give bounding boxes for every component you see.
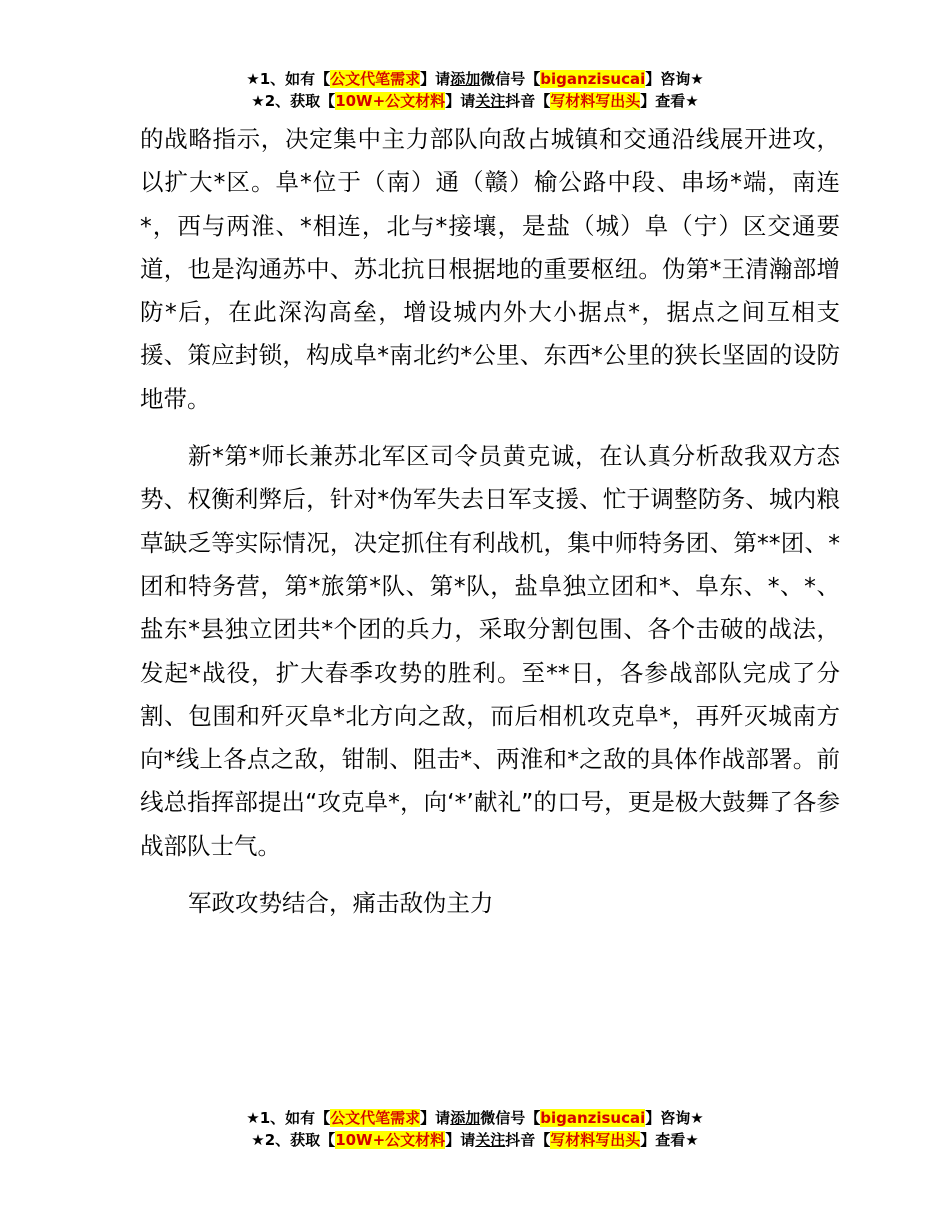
banner-line-1: ★1、如有【公文代笔需求】请添加微信号【biganzisucai】咨询★ [246, 1109, 704, 1127]
highlight-materials: 10W+公文材料 [335, 92, 446, 110]
paragraph-2: 新*第*师长兼苏北军区司令员黄克诚，在认真分析敌我双方态势、权衡利弊后，针对*伪军失去日军支援、忙于调整防务、城内粮草缺乏等实际情况，决定抓住有利战机，集中师特务团、第**团、*团和特务营，第*旅第*队、第*队，盐阜独立团和*、阜东、*、*、盐东*县独立团共*个团的兵力，采取分割包围、各个击破的战法，发起*战役，扩大春季攻势的胜利。至**日，各参战部队完成了分割、包围和歼灭阜*北方向之敌，而后相机攻克阜*，再歼灭城南方向*线上各点之敌，钳制、阻击*、两淮和*之敌的具体作战部署。前线总指挥部提出“攻克阜*，向‘*’献礼”的口号，更是极大鼓舞了各参战部队士气。 [140, 442, 840, 860]
document-body [140, 118, 840, 939]
footer-banner [0, 1107, 950, 1151]
highlight-service: 公文代笔需求 [330, 1109, 421, 1127]
section-heading: 军政攻势结合，痛击敌伪主力 [188, 889, 494, 918]
highlight-douyin: 写材料写出头 [550, 1131, 641, 1149]
header-banner [0, 68, 950, 112]
highlight-wechat-id: biganzisucai [540, 1109, 646, 1127]
highlight-service: 公文代笔需求 [330, 70, 421, 88]
banner-line-2: ★2、获取【10W+公文材料】请关注抖音【写材料写出头】查看★ [251, 1131, 699, 1149]
banner-line-1: ★1、如有【公文代笔需求】请添加微信号【biganzisucai】咨询★ [246, 70, 704, 88]
highlight-douyin: 写材料写出头 [550, 92, 641, 110]
highlight-materials: 10W+公文材料 [335, 1131, 446, 1149]
highlight-wechat-id: biganzisucai [540, 70, 646, 88]
banner-line-2: ★2、获取【10W+公文材料】请关注抖音【写材料写出头】查看★ [251, 92, 699, 110]
paragraph-1: 的战略指示，决定集中主力部队向敌占城镇和交通沿线展开进攻，以扩大*区。阜*位于（南）通（赣）榆公路中段、串场*端，南连*，西与两淮、*相连，北与*接壤，是盐（城）阜（宁）区交通要道，也是沟通苏中、苏北抗日根据地的重要枢纽。伪第*王清瀚部增防*后，在此深沟高垒，增设城内外大小据点*，据点之间互相支援、策应封锁，构成阜*南北约*公里、东西*公里的狭长坚固的设防地带。 [140, 125, 840, 413]
